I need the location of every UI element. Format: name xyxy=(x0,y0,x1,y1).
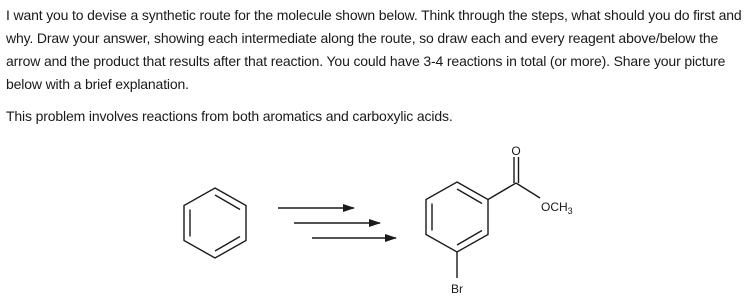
benzene-starting-material xyxy=(184,188,246,258)
reaction-arrows xyxy=(278,208,396,238)
target-benzene-ring xyxy=(426,182,488,252)
question-paragraph-instructions: I want you to devise a synthetic route for the molecule shown below. Think through the steps, what should you do first and why. Draw your answer, showing each intermediate along the route, so draw each and every reagent above/below the arrow and the product that results after that reaction. You could have 3-4 reactions in total (or more). Share your picture below with a brief explanation. xyxy=(6,7,742,92)
methoxy-group-label: $OCH_3$ xyxy=(541,200,573,216)
ester-bonds xyxy=(457,157,540,278)
question-paragraph-hint: This problem involves reactions from both aromatics and carboxylic acids. xyxy=(6,108,453,124)
carbonyl-oxygen-label: O xyxy=(511,144,521,158)
target-molecule xyxy=(426,144,573,296)
synthesis-scheme xyxy=(0,130,745,300)
bromine-label: Br xyxy=(451,282,463,296)
question-text xyxy=(6,4,744,128)
